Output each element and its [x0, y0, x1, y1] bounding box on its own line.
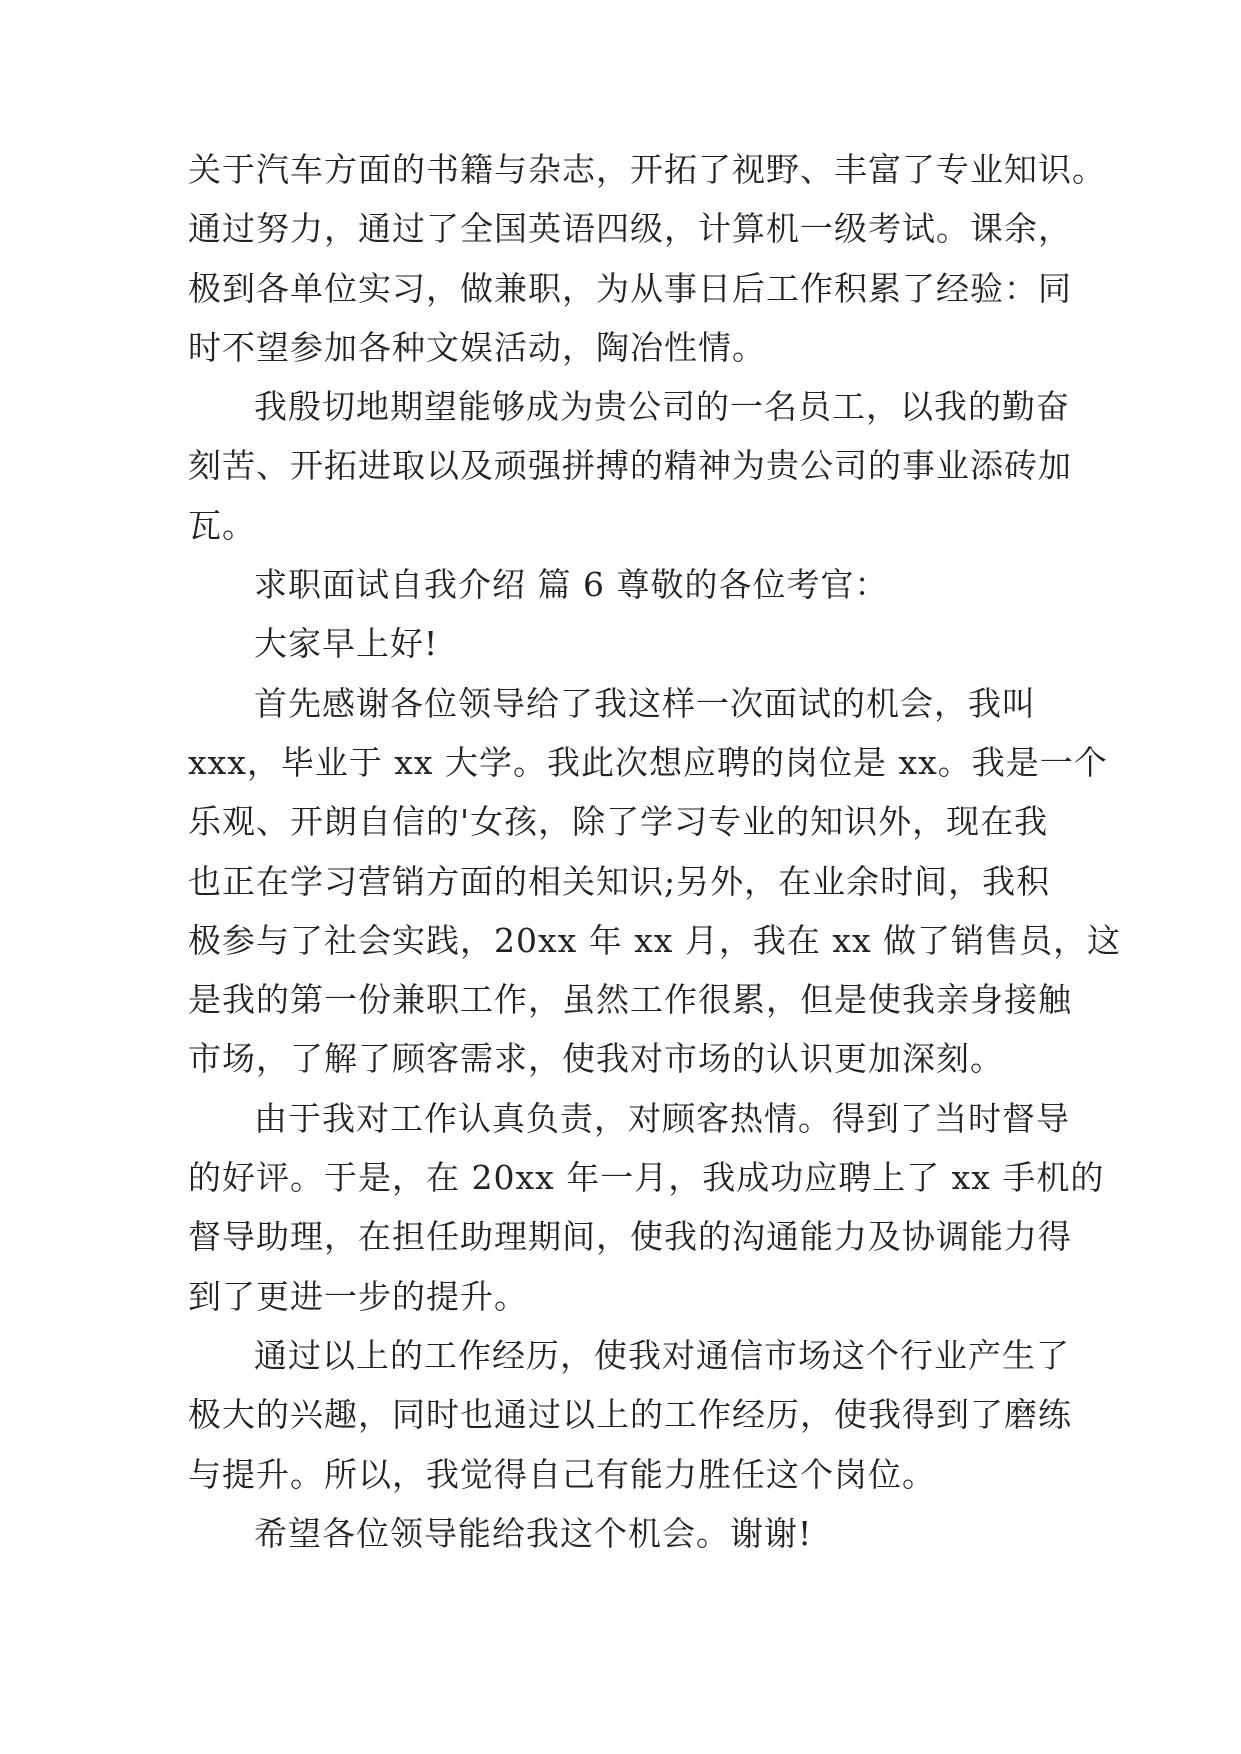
- text-line: 极大的兴趣，同时也通过以上的工作经历，使我得到了磨练: [188, 1395, 1072, 1435]
- text-line: 我殷切地期望能够成为贵公司的一名员工，以我的勤奋: [254, 387, 1070, 427]
- text-line: 刻苦、开拓进取以及顽强拼搏的精神为贵公司的事业添砖加: [188, 446, 1072, 486]
- text-line: 到了更进一步的提升。: [188, 1276, 528, 1316]
- closing-line: 希望各位领导能给我这个机会。谢谢!: [254, 1513, 813, 1553]
- document-body: [188, 140, 1122, 1563]
- text-line: 由于我对工作认真负责，对顾客热情。得到了当时督导: [254, 1098, 1070, 1138]
- section-heading: 求职面试自我介绍 篇 6 尊敬的各位考官：: [254, 565, 889, 605]
- text-line: 首先感谢各位领导给了我这样一次面试的机会，我叫: [254, 683, 1036, 723]
- text-line: 的好评。于是，在 20xx 年一月，我成功应聘上了 xx 手机的: [188, 1158, 1105, 1198]
- text-line: 时不望参加各种文娱活动，陶冶性情。: [188, 327, 766, 367]
- greeting-line: 大家早上好!: [254, 624, 439, 664]
- text-line: xxx，毕业于 xx 大学。我此次想应聘的岗位是 xx。我是一个: [188, 742, 1108, 782]
- text-line: 乐观、开朗自信的'女孩，除了学习专业的知识外，现在我: [188, 802, 1049, 842]
- text-line: 与提升。所以，我觉得自己有能力胜任这个岗位。: [188, 1454, 936, 1494]
- text-line: 极参与了社会实践，20xx 年 xx 月，我在 xx 做了销售员，这: [188, 920, 1122, 960]
- text-line: 也正在学习营销方面的相关知识;另外，在业余时间，我积: [188, 861, 1051, 901]
- text-line: 督导助理，在担任助理期间，使我的沟通能力及协调能力得: [188, 1217, 1072, 1257]
- text-line: 市场，了解了顾客需求，使我对市场的认识更加深刻。: [188, 1039, 1004, 1079]
- text-line: 关于汽车方面的书籍与杂志，开拓了视野、丰富了专业知识。: [188, 150, 1106, 189]
- text-line: 通过以上的工作经历，使我对通信市场这个行业产生了: [254, 1335, 1070, 1375]
- text-line: 通过努力，通过了全国英语四级，计算机一级考试。课余，: [188, 209, 1072, 249]
- text-line: 是我的第一份兼职工作，虽然工作很累，但是使我亲身接触: [188, 980, 1072, 1020]
- text-line: 极到各单位实习，做兼职，为从事日后工作积累了经验：同: [188, 268, 1072, 308]
- text-line: 瓦。: [188, 505, 256, 545]
